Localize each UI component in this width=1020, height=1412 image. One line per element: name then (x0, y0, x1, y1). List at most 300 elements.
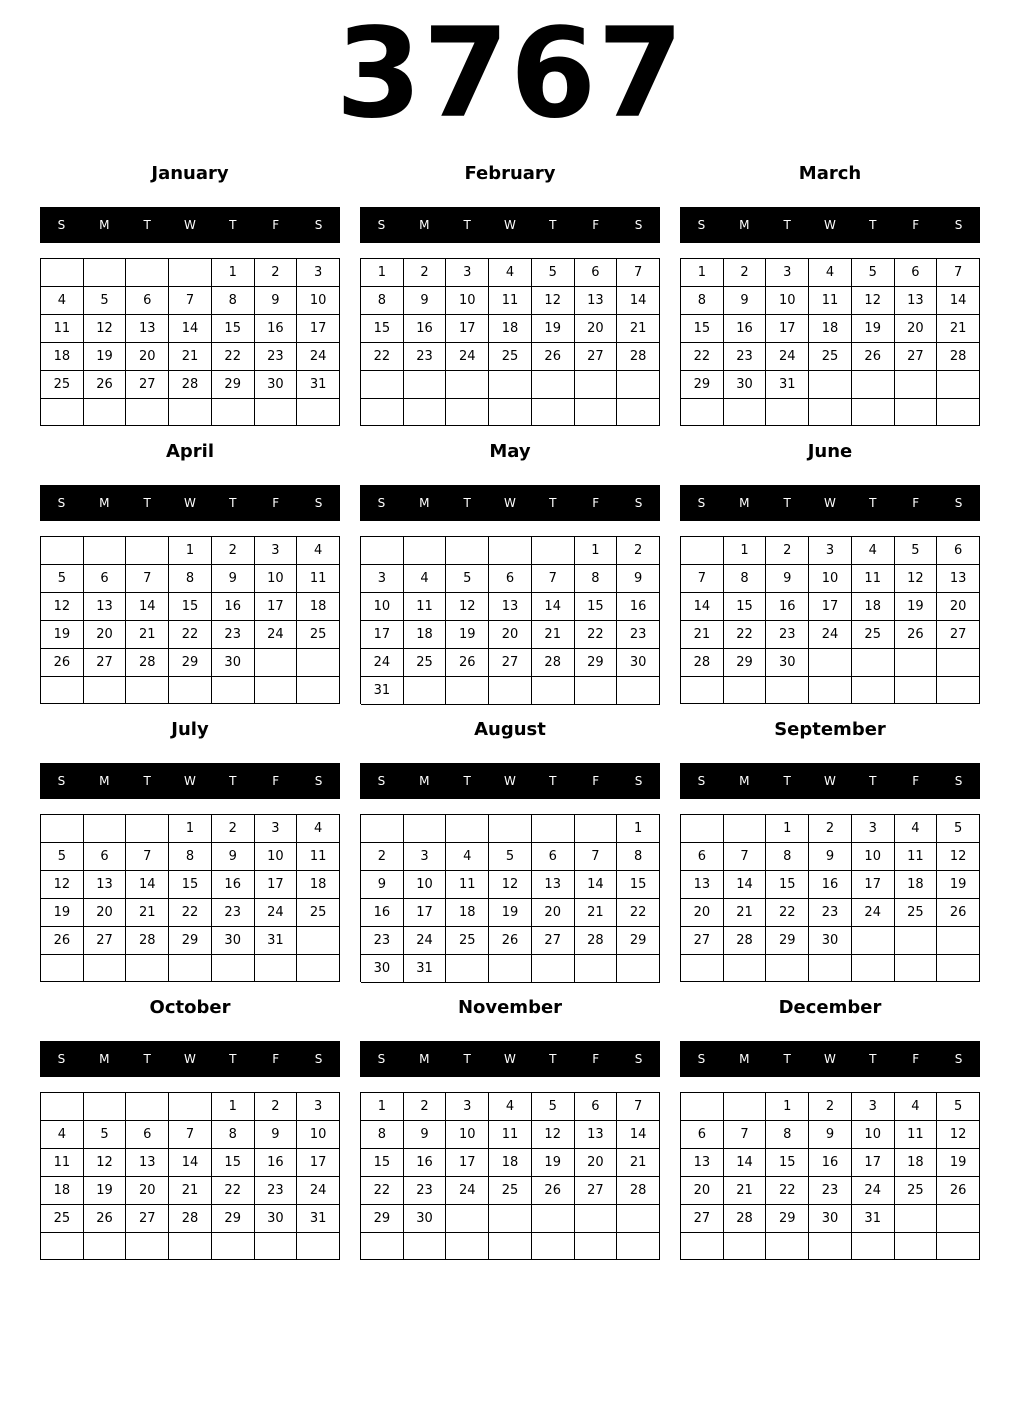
empty-cell (575, 399, 618, 427)
empty-cell (489, 815, 532, 843)
empty-cell (404, 1233, 447, 1260)
day-cell: 9 (255, 287, 298, 315)
weekday-label: S (634, 774, 643, 788)
empty-cell (809, 371, 852, 399)
day-cell: 16 (255, 315, 298, 343)
day-cell: 4 (297, 537, 340, 565)
day-cell: 4 (404, 565, 447, 593)
empty-cell (617, 677, 660, 705)
day-cell: 23 (809, 899, 852, 927)
weekday-label: T (229, 774, 237, 788)
day-cell: 24 (852, 1177, 895, 1205)
weekday-label: T (229, 496, 237, 510)
day-grid (680, 814, 980, 982)
day-cell: 28 (617, 343, 660, 371)
empty-cell (766, 677, 809, 704)
empty-cell (41, 259, 84, 287)
day-cell: 5 (446, 565, 489, 593)
empty-cell (724, 1233, 767, 1260)
empty-cell (852, 955, 895, 982)
day-cell: 8 (617, 843, 660, 871)
day-cell: 3 (766, 259, 809, 287)
day-cell: 4 (297, 815, 340, 843)
day-cell: 29 (575, 649, 618, 677)
weekday-label: T (143, 1052, 151, 1066)
day-cell: 23 (212, 621, 255, 649)
day-cell: 10 (446, 1121, 489, 1149)
day-cell: 16 (809, 871, 852, 899)
empty-cell (681, 1233, 724, 1260)
weekday-label: T (143, 496, 151, 510)
day-grid (680, 258, 980, 426)
day-cell: 21 (126, 899, 169, 927)
weekday-label: S (314, 496, 323, 510)
weekday-label: S (57, 774, 66, 788)
weekday-label: F (272, 218, 280, 232)
empty-cell (489, 399, 532, 427)
day-cell: 18 (809, 315, 852, 343)
day-cell: 27 (126, 1205, 169, 1233)
empty-cell (489, 955, 532, 983)
day-cell: 6 (575, 1093, 618, 1121)
day-cell: 20 (681, 1177, 724, 1205)
day-cell: 20 (84, 621, 127, 649)
day-cell: 24 (766, 343, 809, 371)
empty-cell (446, 815, 489, 843)
weekday-label: S (634, 218, 643, 232)
day-cell: 29 (212, 1205, 255, 1233)
day-cell: 21 (724, 1177, 767, 1205)
day-cell: 26 (446, 649, 489, 677)
empty-cell (361, 815, 404, 843)
day-cell: 29 (169, 927, 212, 955)
empty-cell (937, 927, 980, 955)
day-cell: 8 (724, 565, 767, 593)
day-cell: 27 (489, 649, 532, 677)
month-name: July (171, 719, 209, 740)
day-cell: 22 (212, 343, 255, 371)
day-cell: 7 (126, 843, 169, 871)
day-cell: 12 (446, 593, 489, 621)
weekday-label: T (549, 496, 557, 510)
day-cell: 1 (766, 815, 809, 843)
empty-cell (852, 371, 895, 399)
day-cell: 23 (809, 1177, 852, 1205)
day-cell: 27 (681, 1205, 724, 1233)
day-cell: 14 (617, 287, 660, 315)
day-cell: 31 (361, 677, 404, 705)
day-cell: 1 (361, 1093, 404, 1121)
day-cell: 1 (212, 259, 255, 287)
weekday-label: S (634, 1052, 643, 1066)
empty-cell (255, 399, 298, 426)
empty-cell (212, 399, 255, 426)
day-cell: 14 (937, 287, 980, 315)
weekday-header (680, 763, 980, 799)
day-cell: 5 (532, 1093, 575, 1121)
month-name: October (149, 997, 231, 1018)
day-cell: 5 (489, 843, 532, 871)
empty-cell (404, 399, 447, 427)
day-cell: 20 (532, 899, 575, 927)
day-cell: 13 (532, 871, 575, 899)
day-cell: 10 (255, 565, 298, 593)
month-name: February (464, 163, 556, 184)
empty-cell (617, 1233, 660, 1260)
day-cell: 14 (617, 1121, 660, 1149)
day-cell: 16 (212, 593, 255, 621)
empty-cell (297, 677, 340, 704)
weekday-label: S (314, 1052, 323, 1066)
day-cell: 23 (255, 343, 298, 371)
day-cell: 24 (297, 343, 340, 371)
empty-cell (724, 955, 767, 982)
day-cell: 3 (297, 1093, 340, 1121)
day-cell: 5 (41, 843, 84, 871)
day-cell: 16 (617, 593, 660, 621)
day-cell: 17 (852, 871, 895, 899)
month-september (680, 719, 980, 982)
day-cell: 12 (852, 287, 895, 315)
empty-cell (169, 259, 212, 287)
day-cell: 30 (617, 649, 660, 677)
day-cell: 9 (404, 287, 447, 315)
weekday-label: F (272, 774, 280, 788)
empty-cell (169, 399, 212, 426)
day-cell: 7 (575, 843, 618, 871)
day-cell: 28 (681, 649, 724, 677)
empty-cell (84, 537, 127, 565)
day-cell: 17 (297, 1149, 340, 1177)
day-cell: 28 (724, 927, 767, 955)
month-august (360, 719, 660, 982)
weekday-label: M (419, 1052, 430, 1066)
empty-cell (126, 1233, 169, 1260)
day-cell: 15 (361, 1149, 404, 1177)
day-cell: 1 (169, 815, 212, 843)
day-cell: 31 (255, 927, 298, 955)
day-cell: 15 (212, 315, 255, 343)
day-cell: 5 (84, 1121, 127, 1149)
empty-cell (895, 399, 938, 426)
month-april (40, 441, 340, 704)
empty-cell (809, 677, 852, 704)
weekday-label: S (377, 1052, 386, 1066)
empty-cell (446, 399, 489, 427)
weekday-label: T (143, 218, 151, 232)
weekday-label: F (912, 774, 920, 788)
day-cell: 19 (895, 593, 938, 621)
day-cell: 3 (255, 815, 298, 843)
day-cell: 7 (681, 565, 724, 593)
day-cell: 26 (852, 343, 895, 371)
day-cell: 28 (937, 343, 980, 371)
day-cell: 13 (126, 1149, 169, 1177)
day-cell: 28 (169, 1205, 212, 1233)
day-cell: 11 (489, 287, 532, 315)
day-grid (40, 536, 340, 704)
day-cell: 4 (852, 537, 895, 565)
day-cell: 6 (84, 843, 127, 871)
day-cell: 8 (361, 287, 404, 315)
day-cell: 8 (766, 1121, 809, 1149)
day-cell: 10 (852, 843, 895, 871)
day-cell: 15 (681, 315, 724, 343)
day-cell: 14 (169, 315, 212, 343)
day-cell: 19 (937, 871, 980, 899)
empty-cell (446, 955, 489, 983)
day-cell: 26 (41, 927, 84, 955)
weekday-label: T (463, 774, 471, 788)
day-cell: 20 (126, 343, 169, 371)
weekday-label: F (272, 1052, 280, 1066)
day-cell: 4 (41, 1121, 84, 1149)
day-cell: 12 (937, 1121, 980, 1149)
empty-cell (446, 677, 489, 705)
month-name: August (474, 719, 546, 740)
day-cell: 12 (895, 565, 938, 593)
empty-cell (895, 371, 938, 399)
day-grid (680, 1092, 980, 1260)
weekday-label: W (824, 496, 836, 510)
day-cell: 21 (937, 315, 980, 343)
empty-cell (126, 955, 169, 982)
empty-cell (404, 815, 447, 843)
day-cell: 7 (617, 259, 660, 287)
empty-cell (84, 815, 127, 843)
day-cell: 6 (681, 1121, 724, 1149)
weekday-label: W (504, 1052, 516, 1066)
day-cell: 21 (532, 621, 575, 649)
day-cell: 24 (404, 927, 447, 955)
day-cell: 25 (297, 621, 340, 649)
day-cell: 8 (169, 565, 212, 593)
day-cell: 3 (297, 259, 340, 287)
day-cell: 22 (361, 343, 404, 371)
day-cell: 27 (575, 343, 618, 371)
weekday-header (40, 485, 340, 521)
weekday-label: F (592, 218, 600, 232)
year-title: 3767 (335, 2, 685, 146)
day-cell: 16 (404, 315, 447, 343)
day-cell: 11 (446, 871, 489, 899)
day-cell: 19 (489, 899, 532, 927)
day-cell: 27 (84, 927, 127, 955)
empty-cell (532, 677, 575, 705)
day-cell: 21 (724, 899, 767, 927)
weekday-label: T (463, 218, 471, 232)
empty-cell (126, 677, 169, 704)
weekday-label: T (783, 496, 791, 510)
day-grid (360, 536, 660, 704)
day-cell: 5 (937, 815, 980, 843)
day-cell: 21 (126, 621, 169, 649)
day-cell: 14 (724, 871, 767, 899)
day-cell: 12 (937, 843, 980, 871)
day-cell: 4 (895, 1093, 938, 1121)
day-cell: 8 (212, 1121, 255, 1149)
month-october (40, 997, 340, 1260)
weekday-label: W (824, 774, 836, 788)
day-cell: 29 (724, 649, 767, 677)
day-cell: 4 (489, 1093, 532, 1121)
weekday-label: T (869, 496, 877, 510)
day-cell: 9 (809, 843, 852, 871)
empty-cell (212, 955, 255, 982)
empty-cell (681, 815, 724, 843)
day-cell: 28 (169, 371, 212, 399)
day-cell: 12 (41, 593, 84, 621)
day-cell: 6 (84, 565, 127, 593)
empty-cell (895, 1205, 938, 1233)
day-cell: 19 (532, 1149, 575, 1177)
day-cell: 23 (404, 343, 447, 371)
day-cell: 31 (297, 1205, 340, 1233)
day-cell: 10 (766, 287, 809, 315)
empty-cell (532, 1205, 575, 1233)
day-cell: 6 (895, 259, 938, 287)
weekday-label: M (739, 774, 750, 788)
day-cell: 2 (617, 537, 660, 565)
day-cell: 2 (212, 815, 255, 843)
day-cell: 17 (766, 315, 809, 343)
day-cell: 18 (41, 343, 84, 371)
day-cell: 13 (575, 1121, 618, 1149)
empty-cell (852, 927, 895, 955)
day-grid (360, 258, 660, 426)
day-cell: 19 (84, 343, 127, 371)
day-cell: 31 (852, 1205, 895, 1233)
empty-cell (766, 1233, 809, 1260)
empty-cell (617, 955, 660, 983)
day-cell: 11 (41, 1149, 84, 1177)
day-cell: 30 (212, 649, 255, 677)
weekday-label: F (912, 1052, 920, 1066)
month-name: January (151, 163, 229, 184)
day-cell: 26 (532, 343, 575, 371)
day-cell: 6 (126, 287, 169, 315)
weekday-header (40, 763, 340, 799)
weekday-label: S (697, 774, 706, 788)
empty-cell (41, 399, 84, 426)
weekday-label: T (143, 774, 151, 788)
day-cell: 15 (724, 593, 767, 621)
weekday-label: M (99, 774, 110, 788)
day-cell: 6 (937, 537, 980, 565)
empty-cell (489, 677, 532, 705)
day-cell: 12 (489, 871, 532, 899)
weekday-label: W (824, 218, 836, 232)
day-cell: 29 (169, 649, 212, 677)
day-cell: 3 (809, 537, 852, 565)
weekday-label: F (592, 1052, 600, 1066)
day-cell: 29 (361, 1205, 404, 1233)
empty-cell (297, 927, 340, 955)
day-cell: 19 (532, 315, 575, 343)
day-cell: 3 (852, 815, 895, 843)
empty-cell (532, 371, 575, 399)
weekday-label: W (184, 774, 196, 788)
day-cell: 21 (617, 315, 660, 343)
day-cell: 24 (852, 899, 895, 927)
day-cell: 15 (169, 593, 212, 621)
day-cell: 15 (361, 315, 404, 343)
day-cell: 18 (41, 1177, 84, 1205)
empty-cell (575, 677, 618, 705)
day-cell: 10 (255, 843, 298, 871)
empty-cell (937, 399, 980, 426)
empty-cell (766, 955, 809, 982)
empty-cell (489, 1205, 532, 1233)
day-cell: 30 (809, 927, 852, 955)
day-cell: 27 (895, 343, 938, 371)
day-grid (40, 1092, 340, 1260)
day-cell: 11 (809, 287, 852, 315)
weekday-label: M (739, 496, 750, 510)
day-cell: 10 (297, 1121, 340, 1149)
day-cell: 10 (809, 565, 852, 593)
day-cell: 4 (41, 287, 84, 315)
day-cell: 20 (575, 315, 618, 343)
day-cell: 28 (617, 1177, 660, 1205)
day-cell: 18 (895, 871, 938, 899)
day-cell: 22 (169, 621, 212, 649)
weekday-label: W (504, 496, 516, 510)
day-cell: 7 (724, 1121, 767, 1149)
day-cell: 11 (297, 565, 340, 593)
day-cell: 20 (126, 1177, 169, 1205)
day-cell: 1 (766, 1093, 809, 1121)
day-cell: 1 (681, 259, 724, 287)
day-cell: 23 (255, 1177, 298, 1205)
day-cell: 23 (404, 1177, 447, 1205)
empty-cell (84, 677, 127, 704)
day-cell: 17 (852, 1149, 895, 1177)
day-cell: 22 (617, 899, 660, 927)
day-cell: 29 (681, 371, 724, 399)
day-cell: 28 (724, 1205, 767, 1233)
day-cell: 3 (446, 1093, 489, 1121)
day-cell: 3 (446, 259, 489, 287)
empty-cell (809, 955, 852, 982)
empty-cell (937, 1205, 980, 1233)
empty-cell (617, 1205, 660, 1233)
day-cell: 24 (297, 1177, 340, 1205)
month-name: December (778, 997, 882, 1018)
day-cell: 6 (532, 843, 575, 871)
weekday-label: T (869, 1052, 877, 1066)
empty-cell (169, 1233, 212, 1260)
day-cell: 2 (361, 843, 404, 871)
empty-cell (766, 399, 809, 426)
day-cell: 4 (446, 843, 489, 871)
day-cell: 13 (84, 593, 127, 621)
day-cell: 23 (361, 927, 404, 955)
day-cell: 7 (937, 259, 980, 287)
empty-cell (489, 371, 532, 399)
empty-cell (84, 1093, 127, 1121)
day-cell: 8 (575, 565, 618, 593)
day-cell: 28 (126, 649, 169, 677)
weekday-label: T (783, 1052, 791, 1066)
weekday-label: F (592, 774, 600, 788)
day-cell: 22 (575, 621, 618, 649)
empty-cell (41, 1093, 84, 1121)
day-cell: 2 (255, 259, 298, 287)
empty-cell (84, 1233, 127, 1260)
empty-cell (446, 1205, 489, 1233)
day-cell: 18 (852, 593, 895, 621)
